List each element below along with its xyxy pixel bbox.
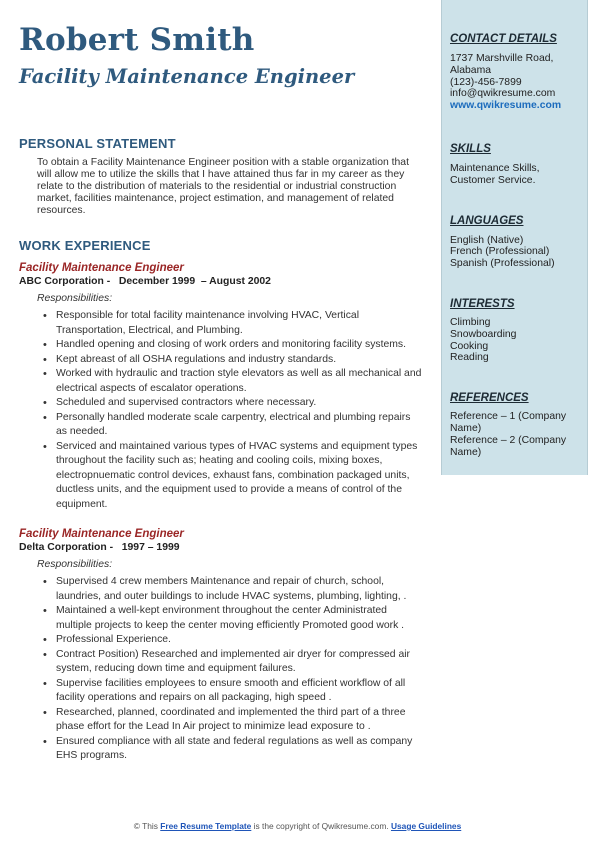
list-item: • Researched, planned, coordinated and implemented the third part of a three phase effort for the Lead In Air project to minimize lead exposure to . xyxy=(19,706,424,735)
contact-section xyxy=(450,32,579,112)
list-item: • Kept abreast of all OSHA regulations and industry standards. xyxy=(19,353,424,368)
list-item: • Responsible for total facility maintenance involving HVAC, Vertical Transportation, Electrical, and Plumbing. xyxy=(19,309,424,338)
sidebar xyxy=(441,0,588,475)
references-section xyxy=(450,391,579,458)
contact-heading: CONTACT DETAILS xyxy=(450,33,557,45)
main-column xyxy=(19,20,424,764)
usage-guidelines-link[interactable]: Usage Guidelines xyxy=(390,821,462,831)
personal-statement-heading: PERSONAL STATEMENT xyxy=(19,136,176,151)
contact-phone: (123)-456-7899 xyxy=(450,76,522,88)
candidate-title: Facility Maintenance Engineer xyxy=(19,65,355,88)
list-item: • Worked with hydraulic and traction style elevators as well as all mechanical and electrical aspects of escalator operations. xyxy=(19,367,424,396)
job-company-dates: ABC Corporation - December 1999 – August 2002 xyxy=(19,276,271,287)
footer xyxy=(0,821,595,831)
interests-heading: INTERESTS xyxy=(450,297,515,310)
job-title: Facility Maintenance Engineer xyxy=(19,262,184,274)
interests-section xyxy=(450,297,579,364)
list-item: • Personally handled moderate scale carpentry, electrical and plumbing repairs as needed. xyxy=(19,411,424,440)
skills-heading: SKILLS xyxy=(450,142,491,155)
contact-address: 1737 Marshville Road, Alabama xyxy=(450,53,554,76)
interest-item: Climbing xyxy=(450,316,491,328)
reference-item: Reference – 1 (Company Name) xyxy=(450,411,567,434)
interest-item: Snowboarding xyxy=(450,328,517,340)
languages-section xyxy=(450,214,579,270)
list-item: • Serviced and maintained various types of HVAC systems and equipment types throughout the facility such as; heating and cooling coils, mixing boxes, electropnuematic control devices, exhaust fans, combination packaged units, ductless units, and the equipment used to provide a means of control of the equipment. xyxy=(19,440,424,513)
footer-copyright-text: is the copyright of Qwikresume.com. xyxy=(251,821,391,831)
candidate-name: Robert Smith xyxy=(19,22,255,58)
list-item: • Ensured compliance with all state and federal regulations as well as company EHS programs. xyxy=(19,735,424,764)
work-experience-heading: WORK EXPERIENCE xyxy=(19,238,151,253)
list-item: • Handled opening and closing of work orders and monitoring facility systems. xyxy=(19,338,424,353)
list-item: • Supervise facilities employees to ensure smooth and efficient workflow of all facility operations and repairs on all packaging, high speed . xyxy=(19,677,424,706)
contact-email: info@qwikresume.com xyxy=(450,88,556,100)
list-item: • Contract Position) Researched and implemented air dryer for compressed air system, reducing down time and equipment failures. xyxy=(19,648,424,677)
personal-statement-text: To obtain a Facility Maintenance Engineer position with a stable organization that will allow me to utilize the skills that I have attained thus far in my career as they relate to the distribution of materials to the residential or industrial construction market, facilities maintenance, project estimation, and management of related resources. xyxy=(37,157,409,216)
skills-text: Maintenance Skills, Customer Service. xyxy=(450,162,540,186)
list-item: • Maintained a well-kept environment throughout the center Administrated multiple projects to keep the center moving efficiently Promoted good work . xyxy=(19,604,424,633)
job-entry xyxy=(19,262,424,512)
reference-item: Reference – 2 (Company Name) xyxy=(450,434,567,458)
list-item: • Scheduled and supervised contractors where necessary. xyxy=(19,396,424,411)
interest-item: Cooking xyxy=(450,340,489,352)
free-resume-template-link[interactable]: Free Resume Template xyxy=(160,821,252,831)
language-item: French (Professional) xyxy=(450,246,550,258)
footer-prefix: © This xyxy=(133,821,161,831)
responsibilities-label: Responsibilities: xyxy=(37,559,113,570)
responsibilities-list xyxy=(19,575,424,764)
job-entry xyxy=(19,528,424,764)
language-item: Spanish (Professional) xyxy=(450,258,555,270)
list-item: • Professional Experience. xyxy=(19,633,424,648)
interest-item: Reading xyxy=(450,352,489,364)
language-item: English (Native) xyxy=(450,234,524,246)
skills-section xyxy=(450,142,579,187)
responsibilities-label: Responsibilities: xyxy=(37,293,113,304)
list-item: • Supervised 4 crew members Maintenance and repair of church, school, laundries, and outer buildings to include HVAC systems, plumbing, lighting, . xyxy=(19,575,424,604)
website-link[interactable]: www.qwikresume.com xyxy=(450,100,562,112)
responsibilities-list xyxy=(19,309,424,512)
languages-heading: LANGUAGES xyxy=(450,214,524,227)
references-heading: REFERENCES xyxy=(450,392,529,405)
job-company-dates: Delta Corporation - 1997 – 1999 xyxy=(19,542,180,553)
job-title: Facility Maintenance Engineer xyxy=(19,528,184,540)
